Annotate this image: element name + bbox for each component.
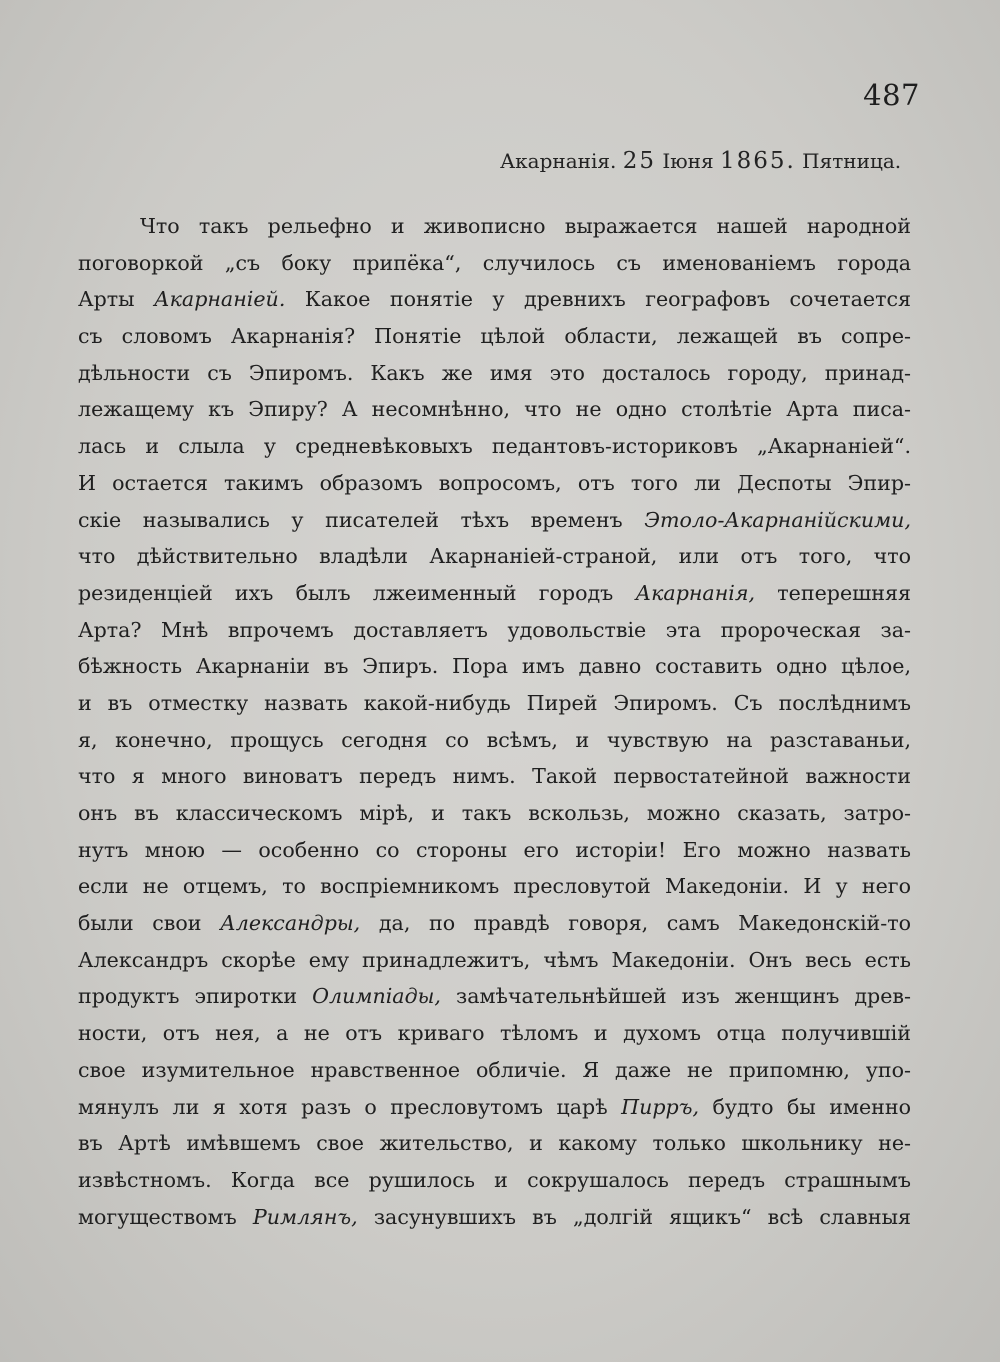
text-segment: мянулъ ли я хотя разъ о пресловутомъ царѣ xyxy=(78,1094,622,1119)
text-line xyxy=(78,612,911,649)
text-line xyxy=(78,978,911,1015)
text-line xyxy=(78,465,911,502)
text-line xyxy=(78,538,911,575)
page-number: 487 xyxy=(863,78,920,112)
text-segment: Арты xyxy=(78,287,155,312)
dateline-place: Акарнанія. xyxy=(500,149,617,173)
text-segment: Александръ скорѣе ему принадлежитъ, чѣмъ Македоніи. Онъ весь есть xyxy=(78,947,911,972)
text-segment: Арта? Мнѣ впрочемъ доставляетъ удовольствіе эта пророческая за- xyxy=(78,617,911,642)
text-segment: И остается такимъ образомъ вопросомъ, отъ того ли Деспоты Эпир- xyxy=(78,470,911,495)
text-segment: поговоркой „съ боку припёка“, случилось съ именованіемъ города xyxy=(78,250,911,275)
text-segment: свое изумительное нравственное обличіе. Я даже не припомню, упо- xyxy=(78,1057,911,1082)
dateline xyxy=(500,148,902,174)
italic-name: Римлянъ, xyxy=(252,1204,358,1229)
text-segment: я, конечно, прощусь сегодня со всѣмъ, и чувствую на разставаньи, xyxy=(78,727,911,752)
text-segment: ности, отъ нея, а не отъ криваго тѣломъ и духомъ отца получившій xyxy=(78,1021,911,1046)
text-segment: были свои xyxy=(78,911,221,936)
text-segment: если не отцемъ, то воспріемникомъ пресловутой Македоніи. И у него xyxy=(78,874,911,899)
text-segment: съ словомъ Акарнанія? Понятіе цѣлой области, лежащей въ сопре- xyxy=(78,324,911,349)
italic-name: Олимпіады, xyxy=(312,984,441,1009)
italic-name: Акарнанія, xyxy=(635,580,756,605)
text-line xyxy=(78,795,911,832)
text-line xyxy=(78,391,911,428)
dateline-day: 25 xyxy=(622,148,656,174)
text-line xyxy=(78,318,911,355)
text-line xyxy=(78,1199,911,1236)
text-segment: что я много виноватъ передъ нимъ. Такой первостатейной важности xyxy=(78,764,911,789)
text-segment: въ Артѣ имѣвшемъ свое жительство, и какому только школьнику не- xyxy=(78,1131,911,1156)
text-line xyxy=(78,428,911,465)
text-segment: бѣжность Акарнаніи въ Эпиръ. Пора имъ давно составить одно цѣлое, xyxy=(78,654,911,679)
text-line xyxy=(78,942,911,979)
body-text xyxy=(78,208,911,1235)
text-segment: да, по правдѣ говоря, самъ Македонскій-то xyxy=(360,911,911,936)
text-line xyxy=(78,355,911,392)
text-segment: что дѣйствительно владѣли Акарнаніей-страной, или отъ того, что xyxy=(78,544,911,569)
text-segment: извѣстномъ. Когда все рушилось и сокрушалось передъ страшнымъ xyxy=(78,1167,911,1192)
text-line xyxy=(78,832,911,869)
text-segment: могуществомъ xyxy=(78,1204,253,1229)
italic-name: Акарнаніей. xyxy=(154,287,286,312)
text-segment: нутъ мною — особенно со стороны его исторіи! Его можно назвать xyxy=(78,837,911,862)
text-segment: Что такъ рельефно и живописно выражается нашей народной xyxy=(140,214,911,238)
text-segment: замѣчательнѣйшей изъ женщинъ древ- xyxy=(440,984,911,1009)
text-line xyxy=(78,281,911,318)
text-line xyxy=(78,685,911,722)
text-line xyxy=(78,208,911,245)
text-line xyxy=(78,1052,911,1089)
text-segment: Какое понятіе у древнихъ географовъ сочетается xyxy=(285,287,911,312)
dateline-year: 1865. xyxy=(719,148,796,174)
text-segment: будто бы именно xyxy=(699,1094,911,1119)
italic-name: Пирръ, xyxy=(621,1094,699,1119)
text-segment: лась и слыла у средневѣковыхъ педантовъ-историковъ „Акарнаніей“. xyxy=(78,434,911,459)
text-line xyxy=(78,722,911,759)
dateline-month: Іюня xyxy=(662,149,714,173)
text-line xyxy=(78,575,911,612)
text-segment: теперешняя xyxy=(755,580,911,605)
text-segment: и въ отместку назвать какой-нибудь Пирей Эпиромъ. Съ послѣднимъ xyxy=(78,690,911,715)
text-segment: дѣльности съ Эпиромъ. Какъ же имя это досталось городу, принад- xyxy=(78,360,911,385)
text-segment: продуктъ эпиротки xyxy=(78,984,313,1009)
italic-name: Этоло-Акарнанійскими, xyxy=(644,507,911,532)
text-line xyxy=(78,1089,911,1126)
text-segment: онъ въ классическомъ мірѣ, и такъ вскользь, можно сказать, затро- xyxy=(78,801,911,825)
text-line xyxy=(78,245,911,282)
italic-name: Александры, xyxy=(220,911,361,936)
text-line xyxy=(78,905,911,942)
dateline-weekday: Пятница. xyxy=(802,149,902,173)
text-line xyxy=(78,758,911,795)
text-segment: резиденціей ихъ былъ лжеименный городъ xyxy=(78,580,636,605)
text-segment: лежащему къ Эпиру? А несомнѣнно, что не одно столѣтіе Арта писа- xyxy=(78,397,911,422)
text-line xyxy=(78,1162,911,1199)
text-line xyxy=(78,1015,911,1052)
text-line xyxy=(78,1125,911,1162)
text-segment: засунувшихъ въ „долгій ящикъ“ всѣ славныя xyxy=(357,1204,911,1229)
text-segment: скіе назывались у писателей тѣхъ временъ xyxy=(78,507,645,532)
text-line xyxy=(78,868,911,905)
text-line xyxy=(78,648,911,685)
text-line xyxy=(78,502,911,539)
